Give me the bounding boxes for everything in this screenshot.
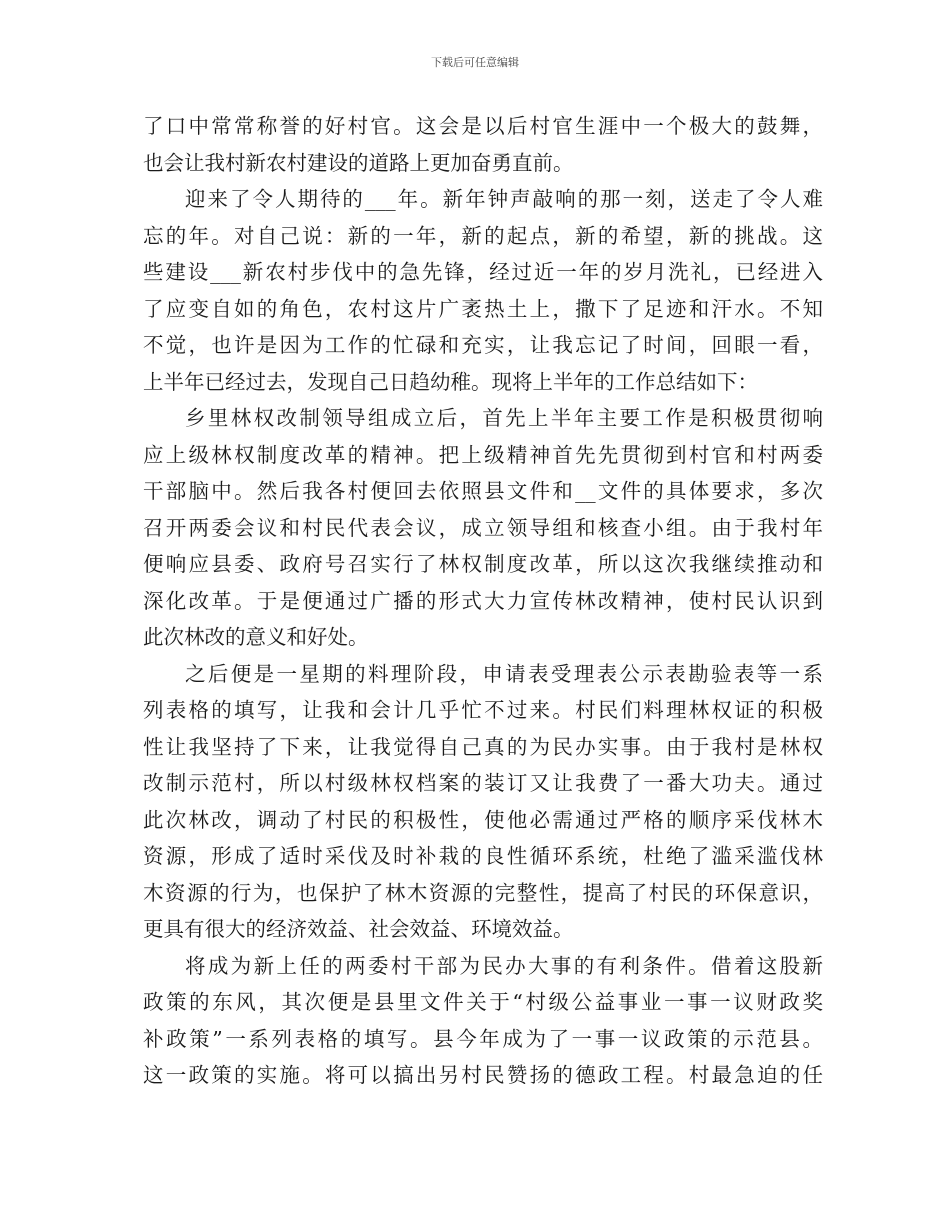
document-body — [143, 108, 823, 1094]
text-line: 召开两委会议和村民代表会议，成立领导组和核查小组。由于我村年 — [143, 515, 823, 540]
text-line: 列表格的填写，让我和会计几乎忙不过来。村民们料理林权证的积极 — [143, 698, 823, 722]
text-line: 深化改革。于是便通过广播的形式大力宣传林改精神，使村民认识到 — [143, 588, 823, 613]
text-line: 上半年已经过去，发现自己日趋幼稚。现将上半年的工作总结如下： — [143, 369, 758, 394]
text-line: 忘的年。对自己说：新的一年，新的起点，新的希望，新的挑战。这 — [143, 223, 823, 248]
text-line: 性让我坚持了下来，让我觉得自己真的为民办实事。由于我村是林权 — [143, 734, 823, 759]
text-line: 更具有很大的经济效益、社会效益、环境效益。 — [143, 917, 574, 941]
paragraph — [143, 108, 823, 181]
text-line: 也会让我村新农村建设的道路上更加奋勇直前。 — [143, 150, 574, 175]
text-line: 些建设___新农村步伐中的急先锋，经过近一年的岁月洗礼，已经进入 — [143, 260, 823, 284]
text-line: 政策的东风，其次便是县里文件关于“村级公益事业一事一议财政奖 — [143, 990, 823, 1014]
text-line: 资源，形成了适时采伐及时补栽的良性循环系统，杜绝了滥采滥伐林 — [143, 844, 823, 868]
text-line: 此次林改，调动了村民的积极性，使他必需通过严格的顺序采伐林木 — [143, 807, 823, 832]
text-line: 便响应县委、政府号召实行了林权制度改革，所以这次我继续推动和 — [143, 552, 823, 576]
text-line: 迎来了令人期待的___年。新年钟声敲响的那一刻，送走了令人难 — [185, 187, 823, 211]
text-line: 应上级林权制度改革的精神。把上级精神首先先贯彻到村官和村两委 — [143, 442, 823, 467]
text-line: 改制示范村，所以村级林权档案的装订又让我费了一番大功夫。通过 — [143, 771, 823, 795]
text-line: 木资源的行为，也保护了林木资源的完整性，提高了村民的环保意识， — [143, 880, 823, 905]
text-line: 之后便是一星期的料理阶段，申请表受理表公示表勘验表等一系 — [185, 661, 823, 686]
text-line: 了应变自如的角色，农村这片广袤热土上，撒下了足迹和汗水。不知 — [143, 296, 823, 321]
paragraph — [143, 400, 823, 656]
paragraph — [143, 181, 823, 400]
paragraph — [143, 656, 823, 948]
text-line: 不觉，也许是因为工作的忙碌和充实，让我忘记了时间，回眼一看， — [143, 333, 823, 357]
text-line: 了口中常常称誉的好村官。这会是以后村官生涯中一个极大的鼓舞， — [143, 114, 823, 138]
text-line: 这一政策的实施。将可以搞出另村民赞扬的德政工程。村最急迫的任 — [143, 1063, 823, 1087]
text-line: 此次林改的意义和好处。 — [143, 625, 369, 649]
text-line: 补政策”一系列表格的填写。县今年成为了一事一议政策的示范县。 — [143, 1026, 823, 1051]
text-line: 将成为新上任的两委村干部为民办大事的有利条件。借着这股新 — [185, 953, 823, 978]
page-header: 下载后可任意编辑 — [431, 56, 519, 69]
text-line: 乡里林权改制领导组成立后，首先上半年主要工作是积极贯彻响 — [185, 406, 823, 430]
text-line: 干部脑中。然后我各村便回去依照县文件和__文件的具体要求，多次 — [143, 479, 823, 503]
paragraph — [143, 948, 823, 1094]
